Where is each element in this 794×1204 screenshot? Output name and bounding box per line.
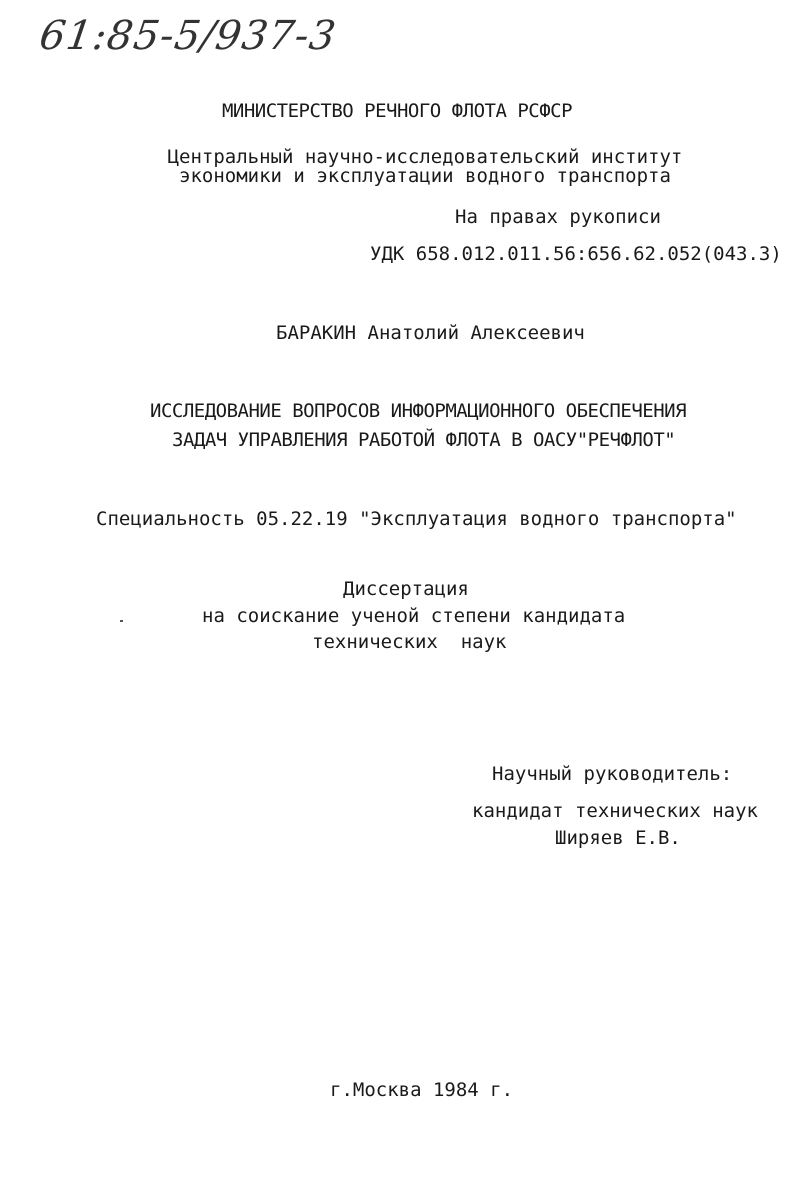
author-name: БАРАКИН Анатолий Алексеевич xyxy=(276,322,585,344)
archive-number-handwritten: 61:85-5/937-3 xyxy=(36,13,340,59)
dissertation-label: Диссертация xyxy=(343,578,469,600)
degree-sought: на соискание ученой степени кандидата xyxy=(202,605,626,627)
place-and-year: г.Москва 1984 г. xyxy=(330,1079,514,1101)
supervisor-name: Ширяев Е.В. xyxy=(555,827,681,849)
ministry-heading: МИНИСТЕРСТВО РЕЧНОГО ФЛОТА РСФСР xyxy=(221,100,573,122)
rights-note: На правах рукописи xyxy=(455,206,661,228)
supervisor-label: Научный руководитель: xyxy=(492,763,733,785)
institute-line-1: Центральный научно-исследовательский институт xyxy=(167,146,683,168)
dissertation-title-line-2: ЗАДАЧ УПРАВЛЕНИЯ РАБОТОЙ ФЛОТА В ОАСУ"РЕЧФЛОТ" xyxy=(172,429,676,451)
supervisor-degree: кандидат технических наук xyxy=(472,800,758,822)
udc-code: УДК 658.012.011.56:656.62.052(043.3) xyxy=(370,243,782,265)
specialty: Специальность 05.22.19 "Эксплуатация водного транспорта" xyxy=(96,508,737,530)
scan-speck xyxy=(120,620,123,622)
dissertation-title-line-1: ИССЛЕДОВАНИЕ ВОПРОСОВ ИНФОРМАЦИОННОГО ОБЕСПЕЧЕНИЯ xyxy=(150,400,687,422)
degree-field: технических наук xyxy=(312,631,507,653)
institute-line-2: экономики и эксплуатации водного транспорта xyxy=(179,165,671,187)
